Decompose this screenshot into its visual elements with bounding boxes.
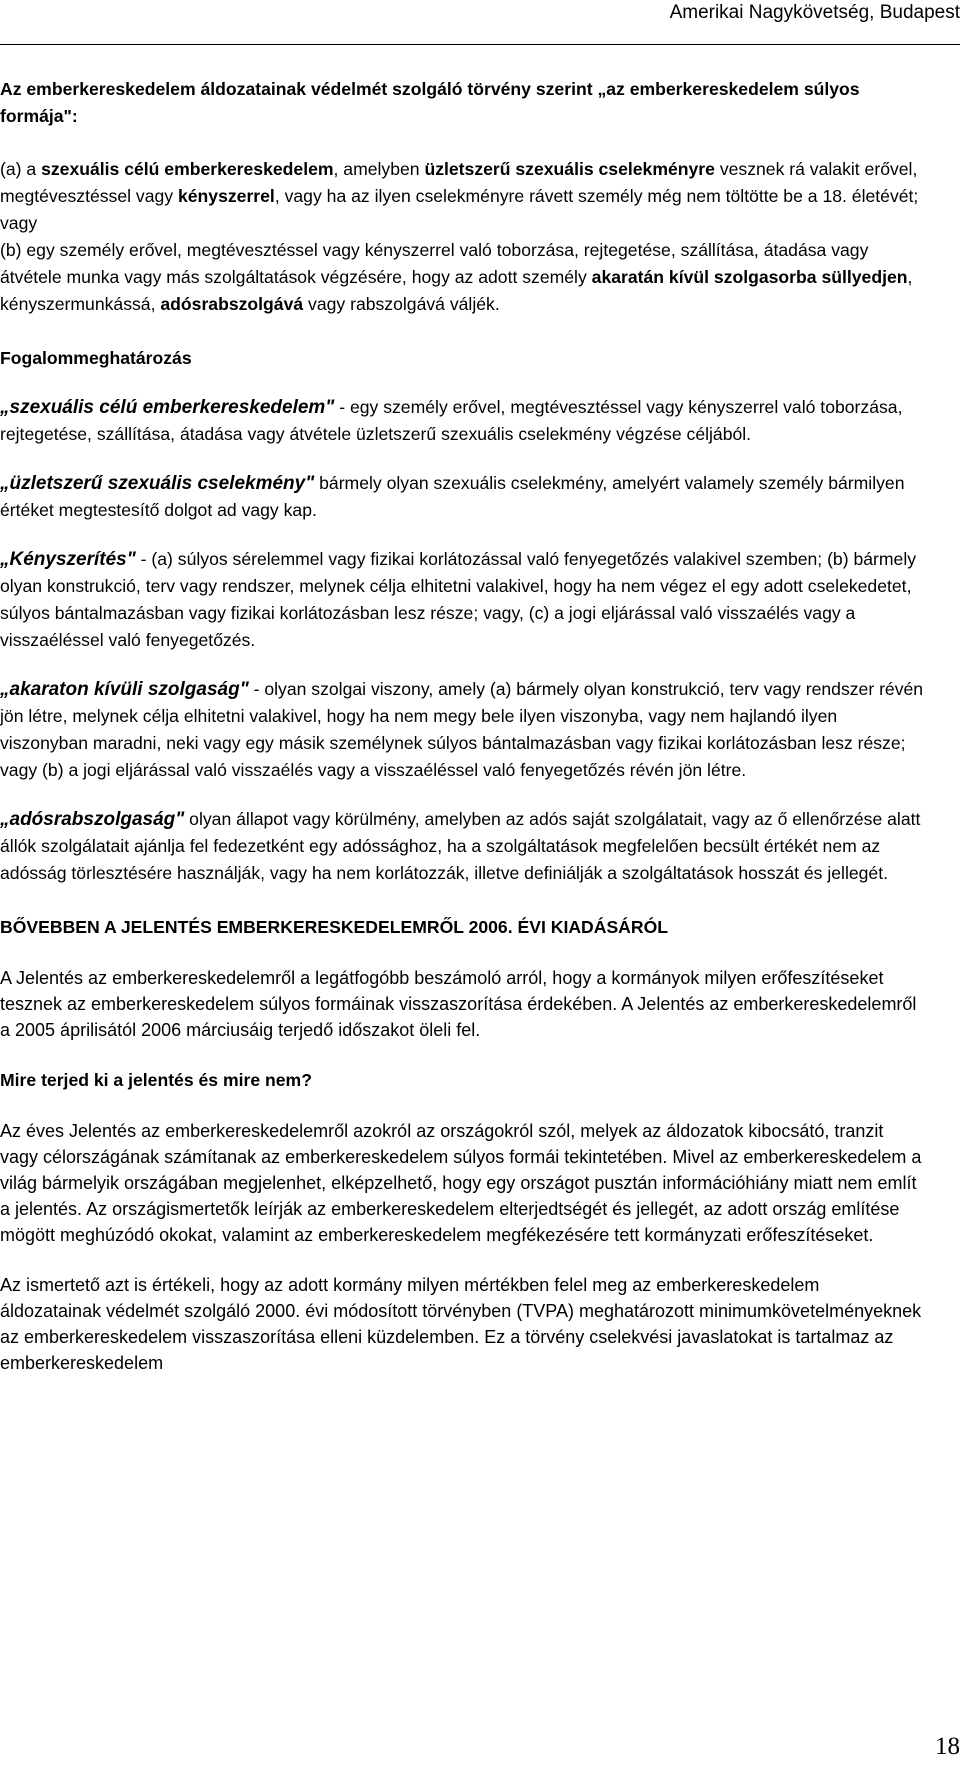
definition-term: „adósrabszolgaság"	[0, 809, 185, 830]
clause-a: (a) a szexuális célú emberkereskedelem, amelyben üzletszerű szexuális cselekményre vesznek rá valakit erővel, megtévesztéssel vagy kényszerrel, vagy ha az ilyen cselekményre rávett személy még nem töltötte be a 18. életévét; vagy	[0, 159, 919, 233]
clause-b: (b) egy személy erővel, megtévesztéssel vagy kényszerrel való toborzása, rejtegetése, szállítása, átadása vagy átvétele munka vagy más szolgáltatások végzésére, hogy az adott személy akaratán kívül szolgasorba süllyedjen, kényszermunkássá, adósrabszolgává vagy rabszolgává váljék.	[0, 240, 913, 314]
definition-item: „adósrabszolgaság" olyan állapot vagy körülmény, amelyben az adós saját szolgálatait, vagy az ő ellenőrzése alatt állók szolgálatait ajánlja fel fedezetként egy adóssághoz, ha a szolgáltatások megfelelően becsült értékét nem az adósság törlesztésére használják, vagy ha nem korlátozzák, illetve definiálják a szolgáltatások hosszát és jellegét.	[0, 809, 921, 883]
definition-term: „szexuális célú emberkereskedelem"	[0, 397, 335, 418]
header-divider	[0, 44, 960, 45]
definition-item: „szexuális célú emberkereskedelem" - egy személy erővel, megtévesztéssel vagy kényszerrel való toborzása, rejtegetése, szállítása, átadása vagy átvétele üzletszerű szexuális cselekmény végzése céljából.	[0, 397, 903, 444]
definition-item: „Kényszerítés" - (a) súlyos sérelemmel vagy fizikai korlátozással való fenyegetőzés valakivel szemben; (b) bármely olyan konstrukció, terv vagy rendszer, melynek célja elhitetni valakivel, hogy ha nem végez el egy adott cselekedetet, súlyos bántalmazásban vagy fizikai korlátozásban lesz része; vagy, (c) a jogi eljárással való visszaélés vagy a visszaéléssel való fenyegetőzés.	[0, 549, 917, 650]
document-body	[0, 76, 925, 1376]
page-number: 18	[935, 1733, 960, 1760]
scope-heading: Mire terjed ki a jelentés és mire nem?	[0, 1070, 312, 1090]
tvpa-paragraph: Az ismertető azt is értékeli, hogy az adott kormány milyen mértékben felel meg az emberkereskedelem áldozatainak védelmét szolgáló 2000. évi módosított törvényben (TVPA) meghatározott minimumkövetelményeknek az emberkereskedelem visszaszorítása elleni küzdelemben. Ez a törvény cselekvési javaslatokat is tartalmaz az emberkereskedelem	[0, 1275, 922, 1373]
definitions-heading: Fogalommeghatározás	[0, 348, 192, 368]
definition-item: „üzletszerű szexuális cselekmény" bármely olyan szexuális cselekmény, amelyért valamely személy bármilyen értéket megtestesítő dolgot ad vagy kap.	[0, 473, 905, 520]
scope-paragraph: Az éves Jelentés az emberkereskedelemről azokról az országokról szól, melyek az áldozatok kibocsátó, tranzit vagy célországának számítanak az emberkereskedelem súlyos formái tekintetében. Mivel az emberkereskedelem a világ bármelyik országában megjelenhet, elképzelhető, hogy egy országot pusztán információhiány miatt nem említ a jelentés. Az országismertetők leírják az emberkereskedelem elterjedtségét és jellegét, az adott ország említése mögött meghúzódó okokat, valamint az emberkereskedelem megfékezésére tett kormányzati erőfeszítéseket.	[0, 1121, 922, 1245]
definition-term: „üzletszerű szexuális cselekmény"	[0, 473, 315, 494]
page-header	[0, 0, 960, 45]
definition-term: „akaraton kívüli szolgaság"	[0, 679, 249, 700]
definition-item: „akaraton kívüli szolgaság" - olyan szolgai viszony, amely (a) bármely olyan konstrukció, terv vagy rendszer révén jön létre, melynek célja elhitetni valakivel, hogy ha nem megy bele ilyen viszonyba, vagy nem hajlandó ilyen viszonyban maradni, neki vagy egy másik személynek súlyos bántalmazásban vagy fizikai korlátozásban lesz része; vagy (b) a jogi eljárással való visszaélés vagy a visszaéléssel való fenyegetőzés révén jön létre.	[0, 679, 924, 780]
report-heading: BŐVEBBEN A JELENTÉS EMBERKERESKEDELEMRŐL 2006. ÉVI KIADÁSÁRÓL	[0, 917, 669, 937]
report-paragraph: A Jelentés az emberkereskedelemről a legátfogóbb beszámoló arról, hogy a kormányok milyen erőfeszítéseket tesznek az emberkereskedelem súlyos formáinak visszaszorítása érdekében. A Jelentés az emberkereskedelemről a 2005 áprilisától 2006 márciusáig terjedő időszakot öleli fel.	[0, 968, 917, 1040]
law-heading: Az emberkereskedelem áldozatainak védelmét szolgáló törvény szerint „az emberkereskedelem súlyos formája":	[0, 79, 860, 126]
header-title: Amerikai Nagykövetség, Budapest	[669, 2, 960, 23]
definition-term: „Kényszerítés"	[0, 549, 136, 570]
